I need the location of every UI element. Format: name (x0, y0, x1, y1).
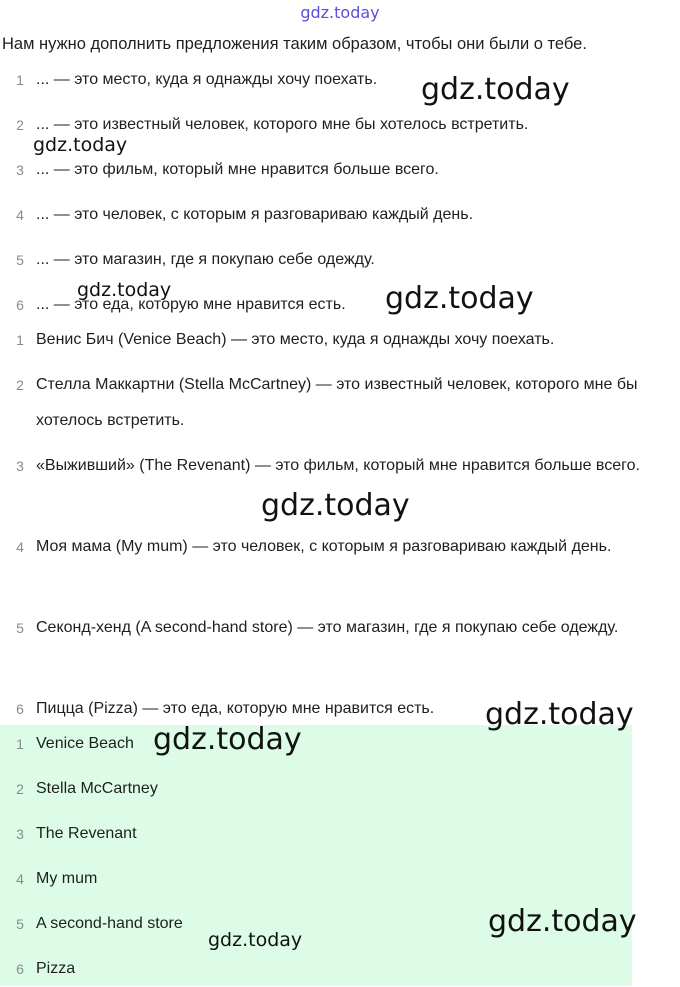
site-title[interactable]: gdz.today (300, 3, 380, 22)
prompt-text: ... — это известный человек, которого мне бы хотелось встретить. (36, 116, 529, 133)
prompt-text: ... — это магазин, где я покупаю себе одежду. (36, 251, 375, 268)
prompt-text: ... — это место, куда я однажды хочу поехать. (36, 71, 378, 88)
answer-number: 6 (16, 961, 24, 977)
watermark: gdz.today (261, 488, 410, 523)
watermark: gdz.today (485, 697, 634, 732)
translation-number: 5 (16, 620, 24, 636)
prompt-text: ... — это фильм, который мне нравится больше всего. (36, 161, 439, 178)
answer-text: A second-hand store (36, 915, 183, 932)
watermark: gdz.today (77, 279, 172, 301)
translation-number: 3 (16, 458, 24, 474)
prompt-text: ... — это еда, которую мне нравится есть. (36, 296, 346, 313)
answer-text: The Revenant (36, 825, 137, 842)
answer-number: 5 (16, 916, 24, 932)
answer-number: 2 (16, 781, 24, 797)
prompt-number: 3 (16, 162, 24, 178)
prompt-text: ... — это человек, с которым я разговариваю каждый день. (36, 206, 474, 223)
answer-text: Venice Beach (36, 735, 134, 752)
translation-number: 1 (16, 332, 24, 348)
watermark: gdz.today (153, 722, 302, 757)
translation-number: 6 (16, 701, 24, 717)
watermark: gdz.today (421, 72, 570, 107)
answer-text: Stella McCartney (36, 780, 158, 797)
prompt-number: 2 (16, 117, 24, 133)
translation-text: Венис Бич (Venice Beach) — это место, куда я однажды хочу поехать. (36, 331, 555, 348)
translation-text: Стелла Маккартни (Stella McCartney) — это известный человек, которого мне бы хотелось встретить. (36, 376, 638, 429)
answer-text: My mum (36, 870, 98, 887)
translation-text: Секонд-хенд (A second-hand store) — это магазин, где я покупаю себе одежду. (36, 619, 619, 636)
answer-number: 3 (16, 826, 24, 842)
prompt-number: 5 (16, 252, 24, 268)
prompt-number: 6 (16, 297, 24, 313)
prompt-number: 4 (16, 207, 24, 223)
prompt-number: 1 (16, 72, 24, 88)
task-intro: Нам нужно дополнить предложения таким образом, чтобы они были о тебе. (2, 35, 587, 53)
answers-box (0, 725, 632, 986)
translation-text: Пицца (Pizza) — это еда, которую мне нравится есть. (36, 700, 435, 717)
translation-number: 2 (16, 377, 24, 393)
watermark: gdz.today (208, 929, 303, 951)
translation-number: 4 (16, 539, 24, 555)
translation-text: «Выживший» (The Revenant) — это фильм, который мне нравится больше всего. (36, 457, 640, 474)
watermark: gdz.today (33, 134, 128, 156)
answer-number: 4 (16, 871, 24, 887)
watermark: gdz.today (488, 904, 637, 939)
answer-number: 1 (16, 736, 24, 752)
answer-text: Pizza (36, 960, 76, 977)
translation-text: Моя мама (My mum) — это человек, с которым я разговариваю каждый день. (36, 538, 612, 555)
watermark: gdz.today (385, 281, 534, 316)
